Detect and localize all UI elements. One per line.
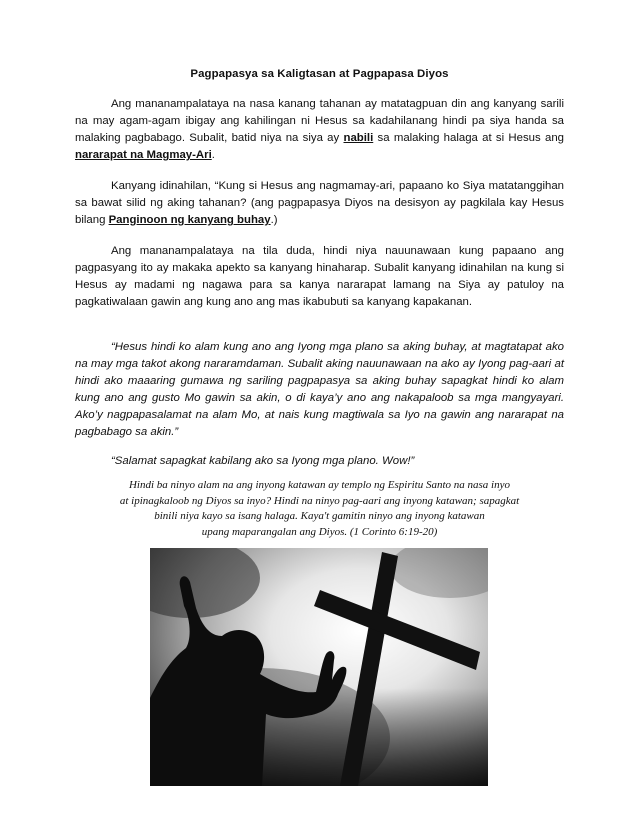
- paragraph-1: Ang mananampalataya na nasa kanang tahanan ay matatagpuan din ang kanyang sarili na may agam-agam ibigay ang kahilingan ni Hesus sa kadahilanang hindi pa siya handa sa malaking pagbabago. Subalit, batid niya na siya ay nabili sa malaking halaga at si Hesus ang nararapat na Magmay-Ari.: [75, 98, 564, 161]
- paragraph-2: Kanyang idinahilan, “Kung si Hesus ang nagmamay-ari, papaano ko Siya matatanggihan sa bawat silid ng aking tahanan? (ang pagpapasya Diyos na desisyon ay pagkilala kay Hesus bilang Panginoon ng kanyang buhay.): [75, 180, 564, 226]
- verse-line-4: upang maparangalan ang Diyos. (1 Corinto 6:19-20): [201, 525, 438, 538]
- verse-line-1: Hindi ba ninyo alam na ang inyong katawan ay templo ng Espiritu Santo na nasa inyo: [128, 479, 510, 491]
- prayer-quote: “Hesus hindi ko alam kung ano ang Iyong mga plano sa aking buhay, at magtatapat ako na may mga takot akong nararamdaman. Subalit aking nauunawaan na ako ay Iyong pag-aari at hindi ako maaaring gumawa ng sariling pagpapasya sa aking buhay sapagkat hindi ko alam kung ano ang gusto Mo gawin sa akin, o di kaya’y ano ang nakapaloob sa mga mangyayari. Ako’y nagpapasalamat na alam Mo, at nais kung magtiwala sa Iyo na gawin ang nararapat na pagbabago sa akin.”: [75, 341, 564, 438]
- cross-silhouette-image: [150, 548, 488, 786]
- bold-magmay-ari: nararapat na Magmay-Ari: [75, 149, 212, 161]
- bold-nabili: nabili: [343, 132, 374, 144]
- bold-panginoon: Panginoon ng kanyang buhay: [108, 214, 271, 226]
- paragraph-3: Ang mananampalataya na tila duda, hindi niya nauunawaan kung papaano ang pagpasyang ito ay makaka apekto sa kanyang hinaharap. Subalit kanyang idinahilan na kung si Hesus ay madami ng nagawa para sa kanya nararapat lamang na Siya ay patuloy na pagkatiwalaan gawin ang kung ano ang mas ikabubuti sa kanyang kapakanan.: [75, 245, 564, 308]
- bible-verse: [69, 478, 570, 540]
- document-title: Pagpapasya sa Kaligtasan at Pagpapasa Diyos: [190, 68, 449, 80]
- verse-line-2: at ipinagkaloob ng Diyos sa inyo? Hindi na ninyo pag-aari ang inyong katawan; sapagkat: [119, 494, 520, 507]
- thanks-quote: “Salamat sapagkat kabilang ako sa Iyong mga plano. Wow!”: [111, 455, 415, 467]
- document-page: [75, 68, 564, 540]
- verse-line-3: binili niya kayo sa isang halaga. Kaya't gamitin ninyo ang inyong katawan: [154, 510, 485, 522]
